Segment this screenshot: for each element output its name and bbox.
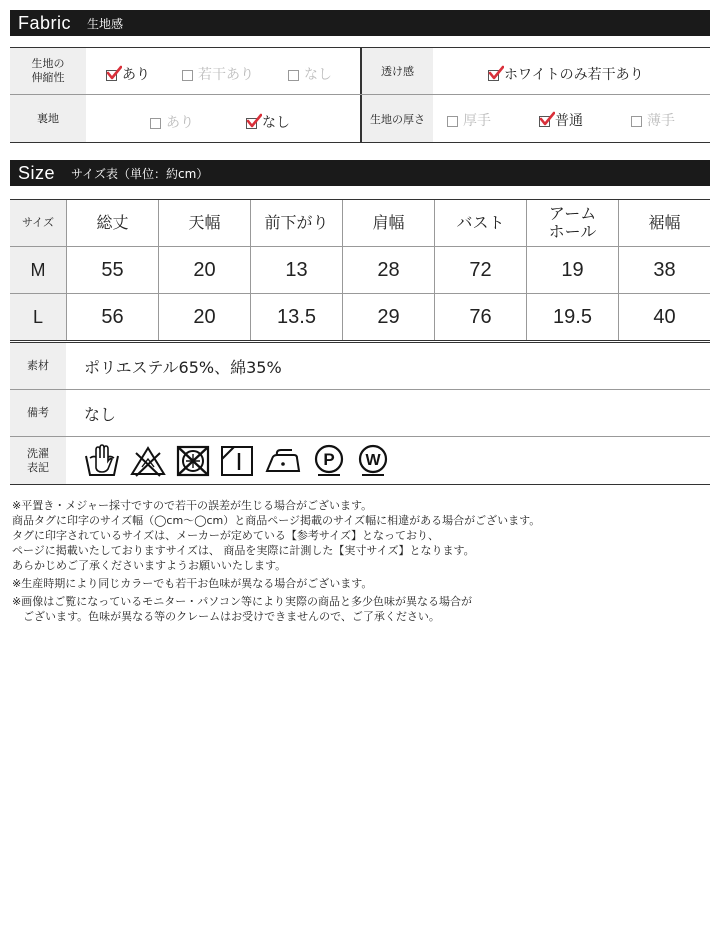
table-cell: 19.5 xyxy=(526,294,618,340)
thickness-option-thin: 薄手 xyxy=(631,110,675,130)
table-cell: 72 xyxy=(434,247,526,293)
thickness-options xyxy=(433,95,710,142)
sheer-options xyxy=(433,48,710,94)
no-tumble-dry-icon xyxy=(176,445,210,477)
table-cell: 40 xyxy=(618,294,710,340)
checked-checkbox-icon xyxy=(488,70,499,81)
stretch-label: 生地の 伸縮性 xyxy=(10,48,86,94)
note-line: タグに印字されているサイズは、メーカーが定めている【参考サイズ】となっており、 xyxy=(12,529,440,542)
lining-option-no: なし xyxy=(246,112,290,132)
info-table xyxy=(10,342,710,485)
table-cell: 28 xyxy=(342,247,434,293)
thickness-label: 生地の厚さ xyxy=(362,95,433,142)
note-line: ございます。色味が異なる等のクレームはお受けできませんので、ご了承ください。 xyxy=(23,610,440,623)
care-label: 洗濯 表記 xyxy=(10,437,66,484)
size-title: Size xyxy=(18,162,56,183)
fabric-row-2 xyxy=(10,95,710,142)
note-line: ※平置き・メジャー採寸ですので若干の誤差が生じる場合がございます。 xyxy=(12,499,373,512)
thickness-option-normal: 普通 xyxy=(539,110,583,130)
fabric-table xyxy=(10,47,710,143)
remarks-label: 備考 xyxy=(10,390,66,436)
size-label: L xyxy=(10,294,66,340)
checked-checkbox-icon xyxy=(539,116,550,127)
size-table xyxy=(10,199,710,341)
table-cell: 13.5 xyxy=(250,294,342,340)
checkbox-icon xyxy=(182,70,193,81)
iron-low-icon xyxy=(264,447,302,475)
notes xyxy=(12,498,712,624)
fabric-title: Fabric xyxy=(18,12,72,33)
table-row xyxy=(10,247,710,294)
lining-options xyxy=(86,95,360,142)
table-cell: 38 xyxy=(618,247,710,293)
material-row xyxy=(10,343,710,390)
size-label: M xyxy=(10,247,66,293)
line-dry-shade-icon xyxy=(220,445,254,477)
sheer-label: 透け感 xyxy=(362,48,433,94)
checkbox-icon xyxy=(288,70,299,81)
col-header: 天幅 xyxy=(158,200,250,246)
fabric-section-header xyxy=(10,10,710,36)
col-header-arm-hole: アーム ホール xyxy=(526,200,618,246)
material-label: 素材 xyxy=(10,343,66,389)
checked-checkbox-icon xyxy=(246,118,257,129)
lining-label: 裏地 xyxy=(10,95,86,142)
remarks-value: なし xyxy=(84,404,117,424)
col-header: 裾幅 xyxy=(618,200,710,246)
table-cell: 20 xyxy=(158,247,250,293)
dry-clean-p-icon xyxy=(312,444,346,478)
svg-text:P: P xyxy=(323,449,335,469)
note-line: ページに掲載いたしておりますサイズは、 商品を実際に計測した【実寸サイズ】となります。 xyxy=(12,544,475,557)
table-row xyxy=(10,294,710,341)
fabric-subtitle: 生地感 xyxy=(87,16,124,31)
table-cell: 19 xyxy=(526,247,618,293)
checkbox-icon xyxy=(150,118,161,129)
size-section-header xyxy=(10,160,710,186)
material-value: ポリエステル65%、綿35% xyxy=(84,357,282,377)
size-header-label: サイズ xyxy=(10,200,66,246)
table-cell: 29 xyxy=(342,294,434,340)
wet-clean-w-icon xyxy=(356,444,390,478)
note-line: あらかじめご了承くださいますようお願いいたします。 xyxy=(12,559,287,572)
col-header: 肩幅 xyxy=(342,200,434,246)
col-header: 前下がり xyxy=(250,200,342,246)
fabric-row-1 xyxy=(10,48,710,95)
care-row xyxy=(10,437,710,484)
sheer-option: ホワイトのみ若干あり xyxy=(488,64,644,84)
table-cell: 76 xyxy=(434,294,526,340)
table-cell: 20 xyxy=(158,294,250,340)
hand-wash-icon xyxy=(84,444,120,478)
col-header: バスト xyxy=(434,200,526,246)
stretch-option-none: なし xyxy=(288,64,332,84)
note-line: ※生産時期により同じカラーでも若干お色味が異なる場合がございます。 xyxy=(12,577,373,590)
checkbox-icon xyxy=(631,116,642,127)
checked-checkbox-icon xyxy=(106,70,117,81)
note-line: 商品タグに印字のサイズ幅（◯cm～◯cm）と商品ページ掲載のサイズ幅に相違がある場合がございます。 xyxy=(12,514,541,527)
care-icons xyxy=(66,437,390,484)
svg-text:W: W xyxy=(365,451,381,469)
table-cell: 56 xyxy=(66,294,158,340)
table-cell: 13 xyxy=(250,247,342,293)
col-header: 総丈 xyxy=(66,200,158,246)
stretch-options xyxy=(86,48,360,94)
size-table-header xyxy=(10,200,710,247)
remarks-row xyxy=(10,390,710,437)
stretch-option-yes: あり xyxy=(106,64,150,84)
checkbox-icon xyxy=(447,116,458,127)
size-subtitle: サイズ表（単位：約cm） xyxy=(71,166,209,181)
lining-option-yes: あり xyxy=(150,112,194,132)
stretch-option-slight: 若干あり xyxy=(182,64,254,84)
table-cell: 55 xyxy=(66,247,158,293)
no-bleach-icon xyxy=(130,445,166,477)
note-line: ※画像はご覧になっているモニター・パソコン等により実際の商品と多少色味が異なる場合が xyxy=(12,595,472,608)
thickness-option-thick: 厚手 xyxy=(447,110,491,130)
